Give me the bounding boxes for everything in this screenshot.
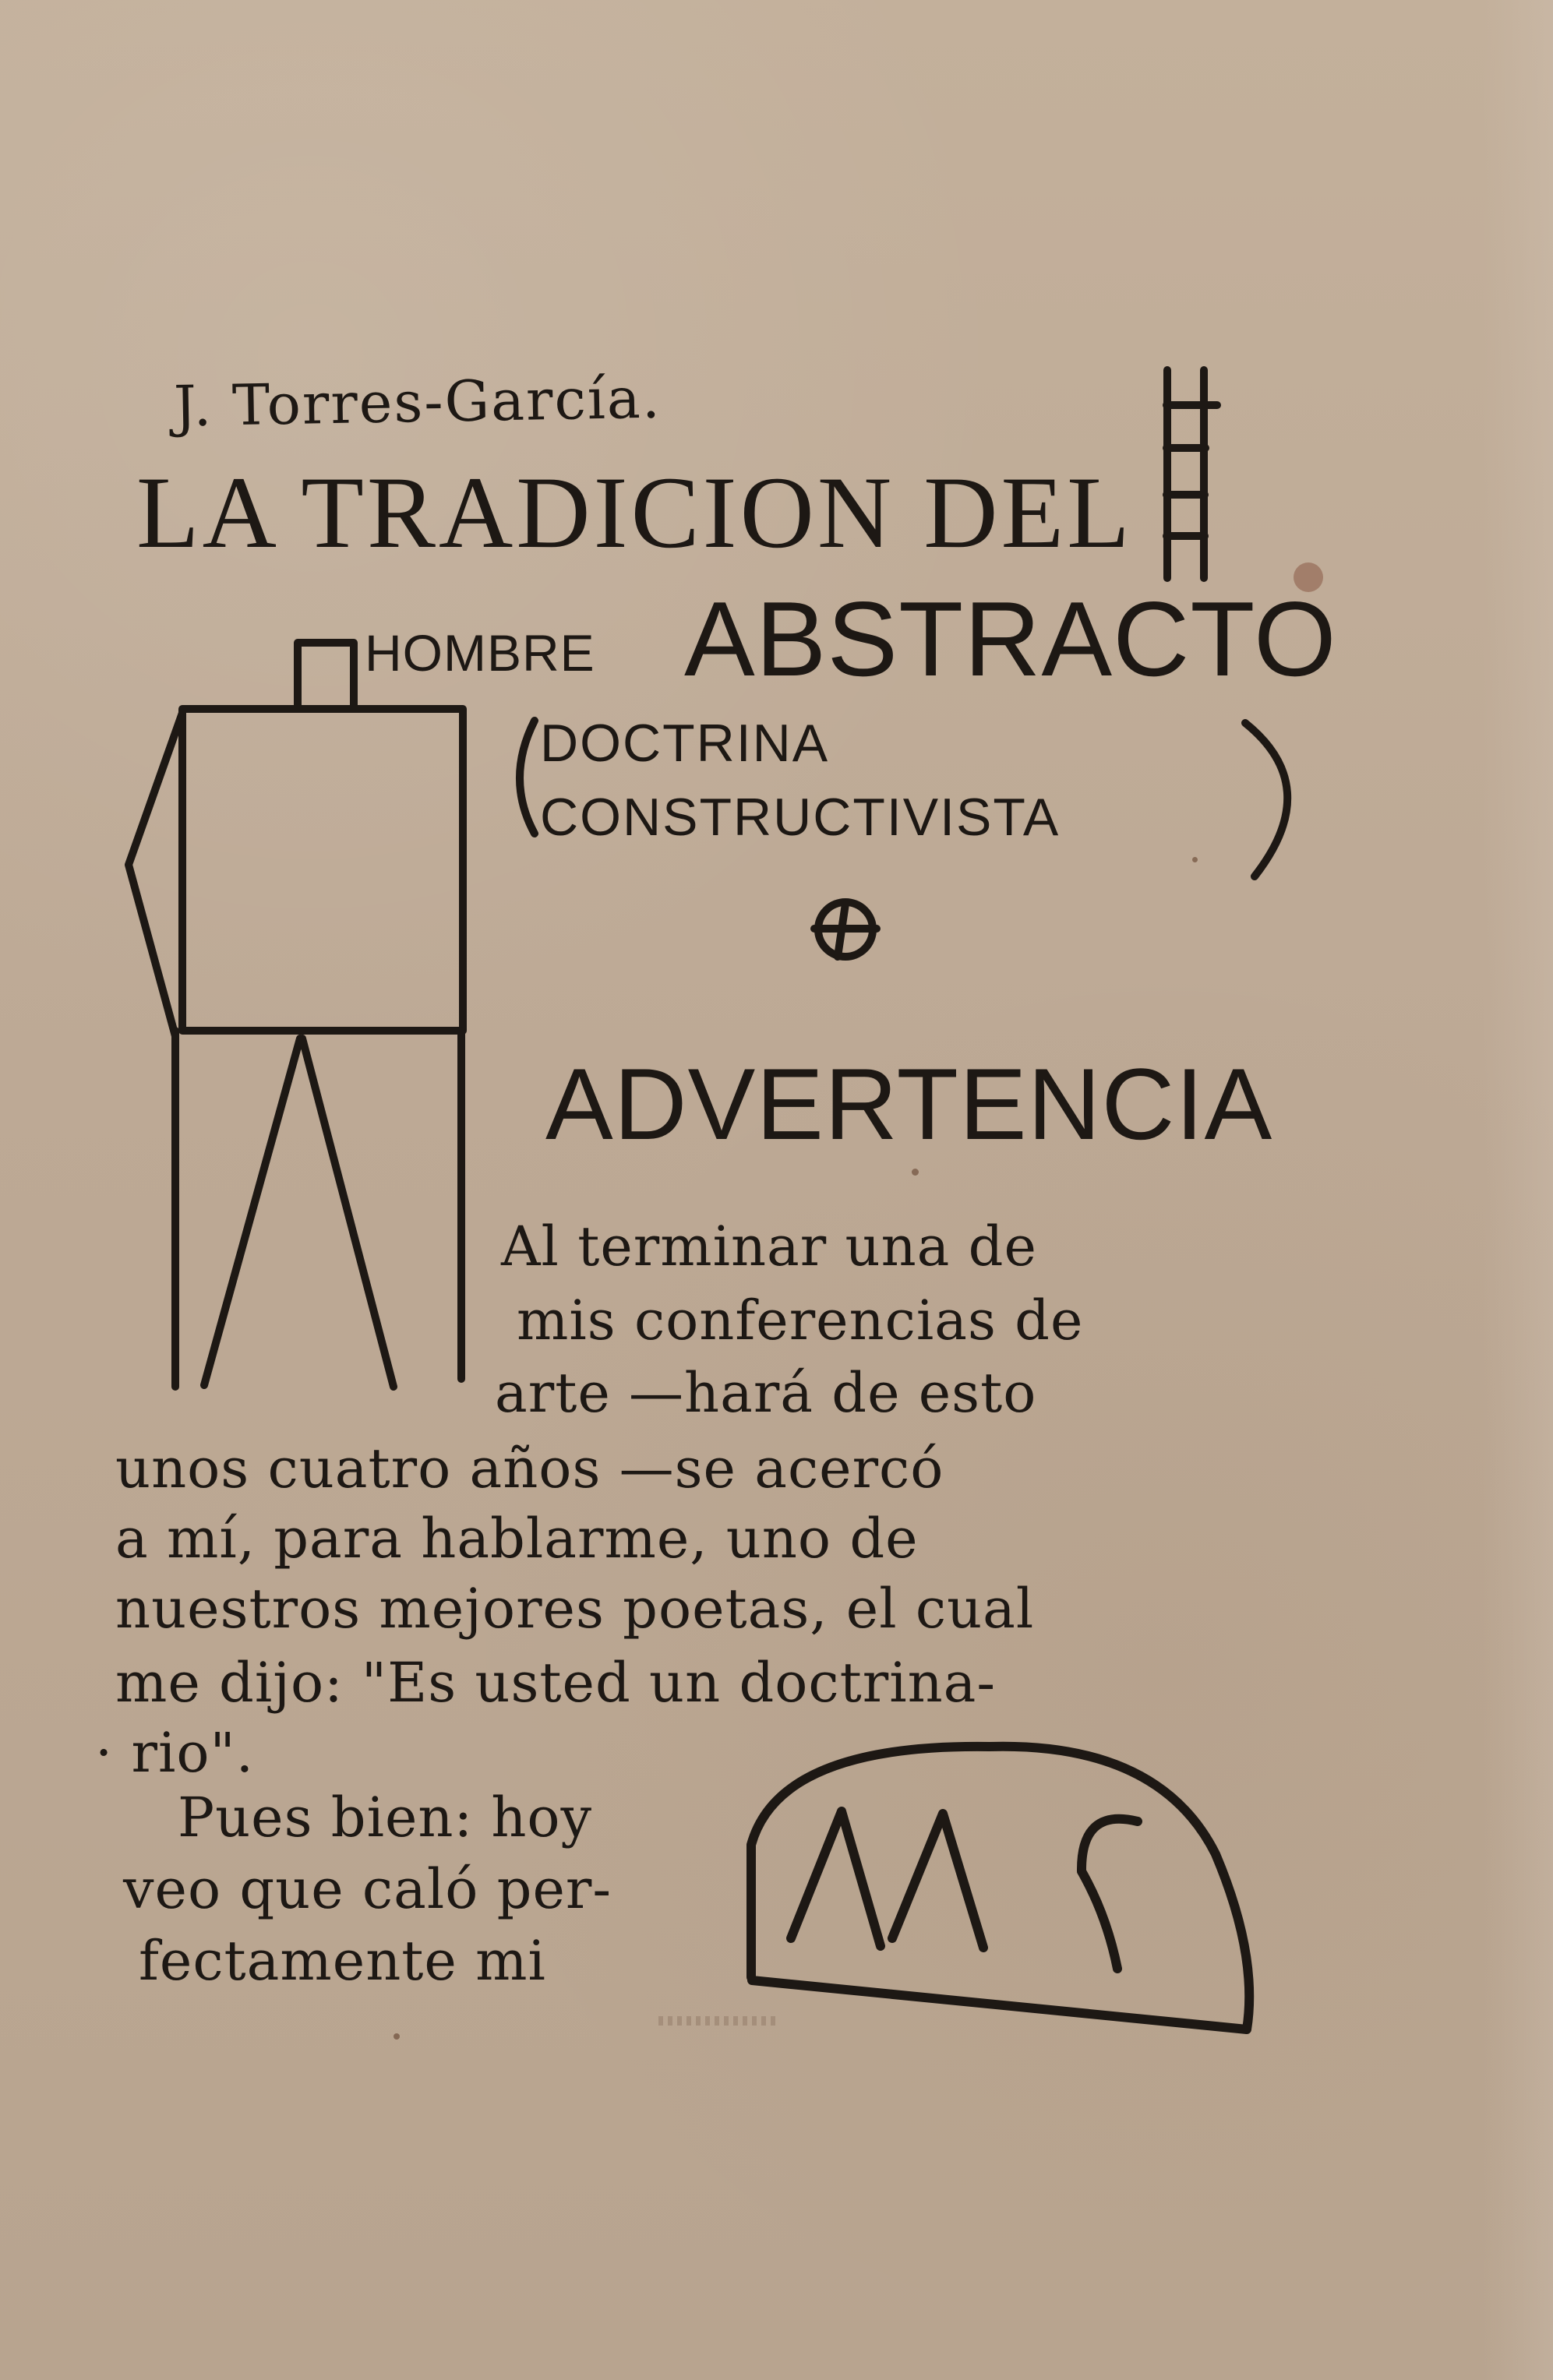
title-line-two-small: HOMBRE xyxy=(365,624,595,682)
arched-frame xyxy=(751,1747,1249,2029)
body-line: · rio". xyxy=(95,1721,254,1785)
body-line: mis conferencias de xyxy=(517,1289,1084,1352)
section-heading: ADVERTENCIA xyxy=(545,1047,1273,1161)
arched-symbol-icon xyxy=(751,1747,1249,2029)
figure-head xyxy=(298,643,354,709)
body-line: me dijo: "Es usted un doctrina- xyxy=(115,1651,997,1715)
emblem-vertical xyxy=(838,904,845,957)
figure-right-leg xyxy=(302,1038,394,1387)
figure-left-leg xyxy=(204,1038,300,1385)
body-line: Pues bien: hoy xyxy=(178,1786,593,1849)
body-line: unos cuatro años —se acercó xyxy=(115,1437,944,1500)
body-line: Al terminar una de xyxy=(501,1215,1037,1278)
author-name: J. Torres-García. xyxy=(173,365,662,439)
arch-glyph-two xyxy=(892,1814,983,1948)
body-line: fectamente mi xyxy=(139,1929,546,1993)
body-line: nuestros mejores poetas, el cual xyxy=(115,1577,1035,1641)
right-parenthesis xyxy=(1245,723,1287,876)
faint-stamp-mark xyxy=(658,2016,775,2026)
body-line: a mí, para hablarme, uno de xyxy=(115,1507,919,1571)
body-line: veo que caló per- xyxy=(123,1857,612,1921)
subtitle-line-two: CONSTRUCTIVISTA xyxy=(540,788,1061,847)
cross-circle-emblem-icon xyxy=(814,902,877,957)
arch-glyph-three xyxy=(1082,1819,1138,1969)
title-line-one: LA TRADICION DEL xyxy=(136,455,1133,569)
title-line-two-large: ABSTRACTO xyxy=(684,580,1337,698)
ladder-icon xyxy=(1167,370,1217,578)
constructivist-figure xyxy=(129,643,463,1387)
subtitle-line-one: DOCTRINA xyxy=(540,714,830,773)
arch-glyph-one xyxy=(791,1811,881,1946)
body-line: arte —hará de esto xyxy=(495,1361,1037,1425)
figure-torso xyxy=(182,709,463,1031)
left-parenthesis xyxy=(520,721,535,834)
figure-arm xyxy=(129,713,182,1036)
